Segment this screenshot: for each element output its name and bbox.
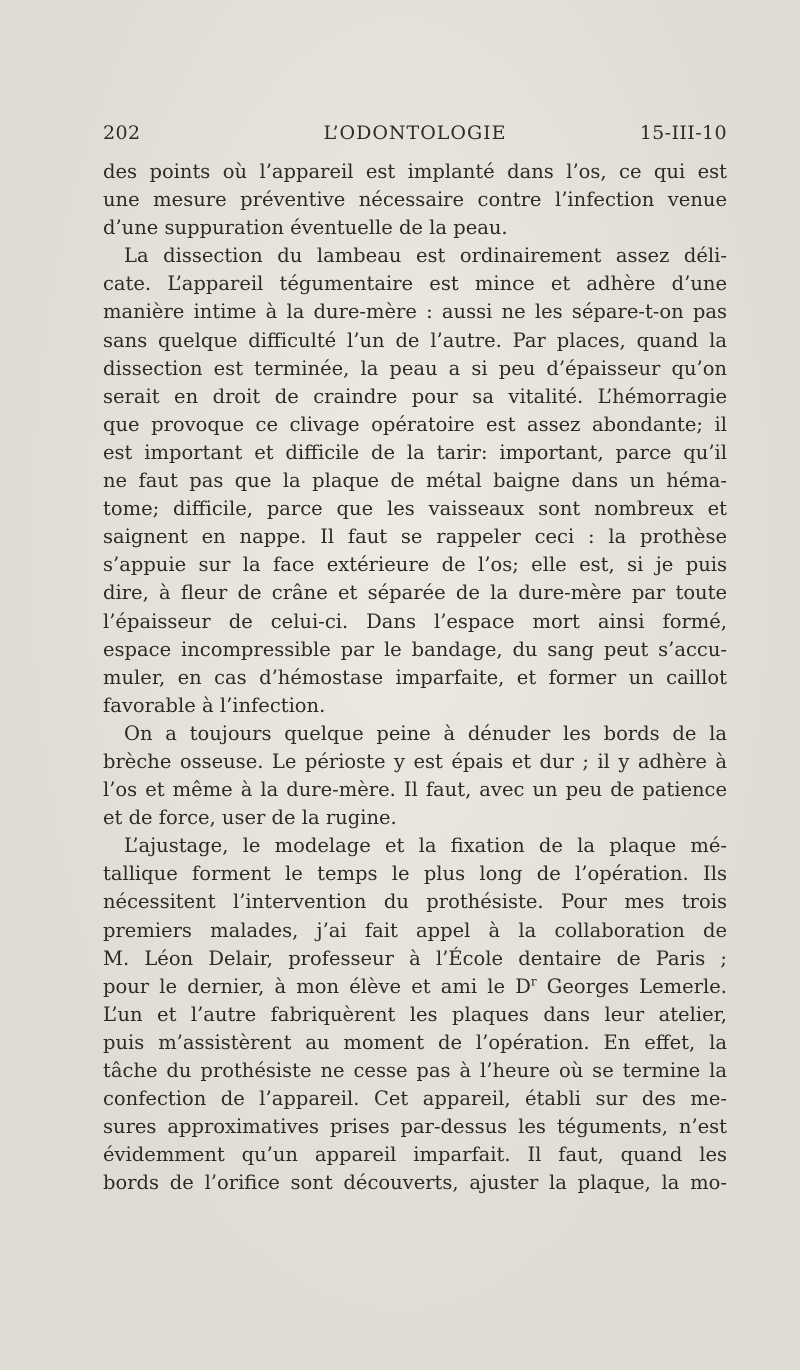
text-line: l’épaisseur de celui-ci. Dans l’espace mort ainsi formé, xyxy=(103,609,727,633)
issue-date: 15-III-10 xyxy=(639,122,727,144)
text-line: M. Léon Delair, professeur à l’École dentaire de Paris ; xyxy=(103,946,727,970)
text-line: espace incompressible par le bandage, du sang peut s’accu- xyxy=(103,637,727,661)
text-line: et de force, user de la rugine. xyxy=(103,806,397,830)
text-line: s’appuie sur la face extérieure de l’os; elle est, si je puis xyxy=(103,553,727,577)
text-line: favorable à l’infection. xyxy=(103,693,326,717)
text-line: sures approximatives prises par-dessus les téguments, n’est xyxy=(103,1115,727,1139)
paragraph-1 xyxy=(103,158,727,242)
paragraph-4 xyxy=(103,832,727,1197)
text-fragment: pour le dernier, à mon élève et ami le D xyxy=(103,974,531,998)
text-line: brèche osseuse. Le périoste y est épais et dur ; il y adhère à xyxy=(103,749,727,773)
text-line: une mesure préventive nécessaire contre l’infection venue xyxy=(103,188,727,212)
text-line: L’un et l’autre fabriquèrent les plaques dans leur atelier, xyxy=(103,1002,727,1026)
text-line: L’ajustage, le modelage et la fixation de la plaque mé- xyxy=(124,834,727,858)
text-line: bords de l’orifice sont découverts, ajuster la plaque, la mo- xyxy=(103,1171,727,1195)
text-line: puis m’assistèrent au moment de l’opération. En effet, la xyxy=(103,1030,727,1054)
text-line: tallique forment le temps le plus long de l’opération. Ils xyxy=(103,862,727,886)
text-line: On a toujours quelque peine à dénuder les bords de la xyxy=(124,721,727,745)
paragraph-2 xyxy=(103,242,727,720)
text-line: saignent en nappe. Il faut se rappeler ceci : la prothèse xyxy=(103,525,727,549)
text-line: dire, à fleur de crâne et séparée de la dure-mère par toute xyxy=(103,581,727,605)
paragraph-3 xyxy=(103,720,727,832)
text-line: des points où l’appareil est implanté dans l’os, ce qui est xyxy=(103,160,727,183)
text-line: premiers malades, j’ai fait appel à la collaboration de xyxy=(103,918,727,942)
text-line: tome; difficile, parce que les vaisseaux sont nombreux et xyxy=(103,497,727,521)
text-line-with-superscript xyxy=(103,973,727,1001)
page-number: 202 xyxy=(103,122,141,144)
superscript: r xyxy=(530,974,537,989)
text-line: manière intime à la dure-mère : aussi ne les sépare-t-on pas xyxy=(103,300,727,324)
text-line: sans quelque difficulté l’un de l’autre. Par places, quand la xyxy=(103,328,727,352)
text-line: dissection est terminée, la peau a si peu d’épaisseur qu’on xyxy=(103,356,727,380)
running-header xyxy=(103,122,727,148)
text-line: l’os et même à la dure-mère. Il faut, avec un peu de patience xyxy=(103,778,727,802)
text-fragment: Georges Lemerle. xyxy=(536,974,727,998)
text-line: ne faut pas que la plaque de métal baigne dans un héma- xyxy=(103,469,727,493)
text-line: tâche du prothésiste ne cesse pas à l’heure où se termine la xyxy=(103,1059,727,1082)
text-line: que provoque ce clivage opératoire est assez abondante; il xyxy=(103,412,727,436)
text-line: La dissection du lambeau est ordinairement assez déli- xyxy=(124,244,727,268)
text-line: évidemment qu’un appareil imparfait. Il faut, quand les xyxy=(103,1143,727,1167)
text-line: est important et difficile de la tarir: important, parce qu’il xyxy=(103,440,727,464)
text-line: d’une suppuration éventuelle de la peau. xyxy=(103,216,508,240)
text-line: nécessitent l’intervention du prothésiste. Pour mes trois xyxy=(103,890,727,914)
text-line: serait en droit de craindre pour sa vitalité. L’hémorragie xyxy=(103,384,727,408)
text-line: muler, en cas d’hémostase imparfaite, et former un caillot xyxy=(103,665,727,689)
body-text xyxy=(103,158,727,1197)
text-line: confection de l’appareil. Cet appareil, établi sur des me- xyxy=(103,1087,727,1111)
running-title: L’ODONTOLOGIE xyxy=(323,122,507,144)
text-line: cate. L’appareil tégumentaire est mince et adhère d’une xyxy=(103,272,727,296)
